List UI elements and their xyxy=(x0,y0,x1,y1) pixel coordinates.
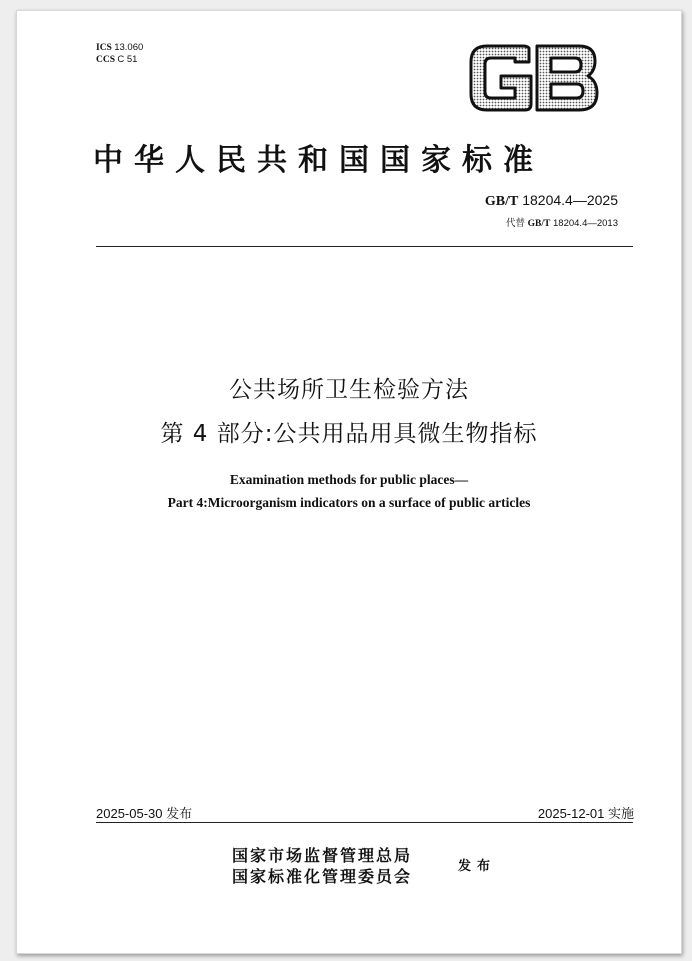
replaces-label: 代替 xyxy=(506,218,526,229)
issuer-samr: 国家市场监督管理总局 xyxy=(232,846,413,865)
release-date: 2025-05-30 发布 xyxy=(96,806,193,821)
standard-number-value: 18204.4—2025 xyxy=(522,192,618,208)
standard-category-title: 中华人民共和国国家标准 xyxy=(93,143,544,178)
implementation-date: 2025-12-01 实施 xyxy=(537,806,634,821)
top-divider xyxy=(96,246,633,247)
replaces-prefix: GB/T xyxy=(527,219,551,229)
issuer-sac: 国家标准化管理委员会 xyxy=(232,867,413,886)
issue-label: 发布 xyxy=(458,859,497,874)
replaces-standard xyxy=(506,215,618,229)
chinese-title-line-1: 公共场所卫生检验方法 xyxy=(229,377,469,403)
ccs-code xyxy=(96,54,143,66)
chinese-title-line-2: 第 4 部分:公共用品用具微生物指标 xyxy=(160,421,538,447)
ics-label: ICS xyxy=(96,43,112,53)
ccs-label: CCS xyxy=(96,55,116,65)
ccs-value: C 51 xyxy=(117,54,138,65)
english-title-line-1: Examination methods for public places— xyxy=(229,472,469,487)
english-title-line-2: Part 4:Microorganism indicators on a surface of public articles xyxy=(167,495,531,510)
gb-logo-icon xyxy=(467,44,599,112)
ics-value: 13.060 xyxy=(114,42,144,53)
ics-code xyxy=(96,42,143,54)
bottom-divider xyxy=(96,822,633,823)
issuing-organizations xyxy=(232,845,412,887)
standard-prefix: GB/T xyxy=(484,194,519,209)
replaces-number: 18204.4—2013 xyxy=(553,218,618,229)
classification-codes xyxy=(96,42,143,66)
standard-number xyxy=(485,192,618,210)
document-page xyxy=(16,10,682,954)
